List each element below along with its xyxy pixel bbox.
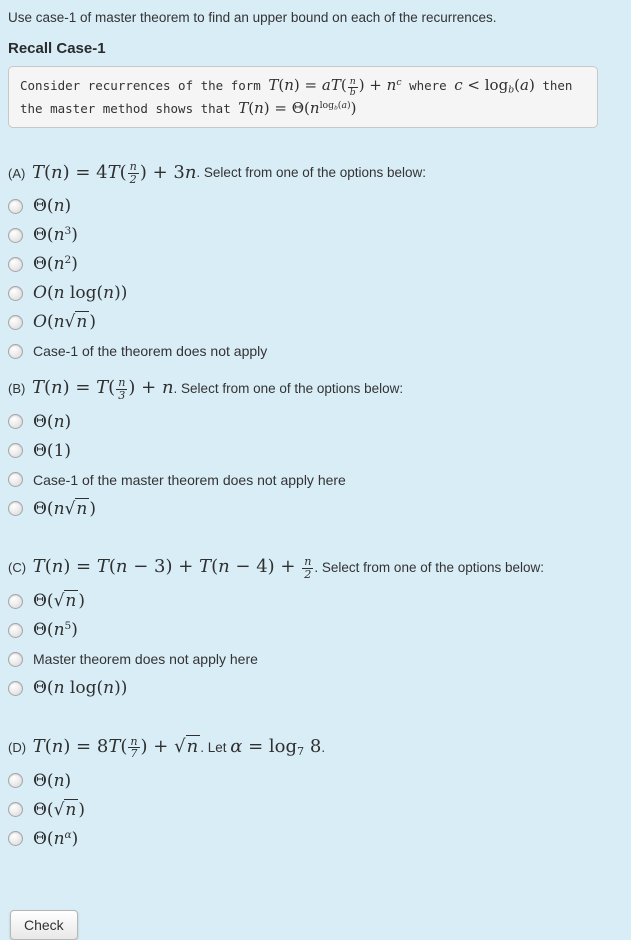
- radio-button[interactable]: [8, 802, 23, 817]
- answer-option[interactable]: [8, 250, 623, 279]
- math-expression: $c < \log_b(a)$: [454, 76, 535, 96]
- question-heading: [8, 377, 623, 401]
- fraction: $\frac{n}{b}$: [349, 75, 356, 98]
- fraction: $\frac{n}{7}$: [130, 734, 138, 761]
- answer-option[interactable]: [8, 587, 623, 616]
- answer-option[interactable]: [8, 279, 623, 308]
- radio-button[interactable]: [8, 623, 23, 638]
- answer-option[interactable]: [8, 436, 623, 465]
- option-text: Case-1 of the master theorem does not apply here: [33, 471, 346, 488]
- fraction: $\frac{n}{3}$: [118, 375, 126, 402]
- radio-button[interactable]: [8, 594, 23, 609]
- radio-button[interactable]: [8, 286, 23, 301]
- fraction: $\frac{n}{2}$: [304, 555, 312, 581]
- question-label: (B): [8, 380, 29, 396]
- math-expression: T(n) = aT( $\frac{n}{b}$ ) + $n^c$: [268, 75, 402, 98]
- question-heading: [8, 556, 623, 580]
- question-math: T(n) = T(n − 3) + T(n − 4) + $\frac{n}{2}$: [32, 555, 312, 581]
- option-math: Θ(n√n ): [33, 498, 96, 519]
- answer-option[interactable]: [8, 465, 623, 494]
- sqrt-expression: √n: [53, 591, 77, 612]
- intro-text: Use case-1 of master theorem to find an upper bound on each of the recurrences.: [8, 10, 497, 25]
- option-math: $\Theta(n^5)$: [33, 620, 78, 641]
- question-math-2: $\alpha = \log_7 8$: [230, 735, 322, 758]
- radio-button[interactable]: [8, 414, 23, 429]
- answer-option[interactable]: [8, 645, 623, 674]
- question-suffix: . Let: [200, 739, 231, 755]
- question-label: (C): [8, 560, 30, 576]
- sqrt-expression: √n: [53, 799, 77, 820]
- question-b: [8, 377, 623, 523]
- option-text: Master theorem does not apply here: [33, 651, 258, 668]
- radio-button[interactable]: [8, 257, 23, 272]
- question-a: [8, 161, 623, 365]
- option-math: Θ(√n ): [33, 591, 86, 612]
- option-math: O(n log(n)): [33, 283, 128, 304]
- option-math: $\Theta(n^2)$: [33, 254, 78, 275]
- question-heading: [8, 161, 623, 185]
- question-label: (A): [8, 165, 29, 181]
- sqrt-expression: √n: [174, 735, 199, 757]
- answer-option[interactable]: [8, 407, 623, 436]
- recall-text-segment: Consider recurrences of the form: [20, 78, 269, 93]
- answer-option[interactable]: [8, 494, 623, 523]
- question-math: T(n) = T( $\frac{n}{3}$ ) + n: [31, 375, 174, 402]
- question-heading: [8, 736, 623, 760]
- sqrt-expression: √n: [64, 498, 88, 519]
- answer-option[interactable]: [8, 192, 623, 221]
- question-suffix-2: .: [321, 739, 326, 755]
- question-d: [8, 736, 623, 853]
- recall-text-segment: then the master method shows that: [20, 78, 573, 117]
- option-math: Θ(√n ): [33, 799, 86, 820]
- radio-button[interactable]: [8, 228, 23, 243]
- recall-text-segment: where: [401, 78, 455, 93]
- radio-button[interactable]: [8, 652, 23, 667]
- radio-button[interactable]: [8, 501, 23, 516]
- option-math: $\Theta(n^3)$: [33, 225, 78, 246]
- option-math: $\Theta(n^\alpha)$: [33, 828, 79, 849]
- math-expression: $T(n) = \Theta(n^{log_b(a)})$: [238, 99, 357, 118]
- option-text: Case-1 of the theorem does not apply: [33, 343, 268, 360]
- radio-button[interactable]: [8, 472, 23, 487]
- option-math: Θ(n): [33, 770, 72, 791]
- check-button[interactable]: Check: [10, 910, 78, 940]
- answer-option[interactable]: [8, 795, 623, 824]
- question-suffix: . Select from one of the options below:: [314, 560, 545, 576]
- fraction: $\frac{n}{2}$: [129, 160, 137, 187]
- question-label: (D): [8, 739, 30, 755]
- recall-box-text: [20, 75, 573, 118]
- sqrt-expression: √n: [64, 312, 88, 333]
- answer-option[interactable]: [8, 221, 623, 250]
- answer-option[interactable]: [8, 337, 623, 366]
- option-math: Θ(1): [33, 440, 72, 461]
- question-suffix: . Select from one of the options below:: [173, 380, 404, 396]
- answer-option[interactable]: [8, 824, 623, 853]
- option-math: Θ(n): [33, 411, 72, 432]
- question-math: T(n) = 8T( $\frac{n}{7}$ ) + √n: [32, 734, 199, 761]
- answer-option[interactable]: [8, 616, 623, 645]
- questions-list: [8, 161, 623, 853]
- recall-heading: Recall Case-1: [8, 40, 106, 57]
- question-suffix: . Select from one of the options below:: [196, 165, 427, 181]
- option-math: Θ(n): [33, 196, 72, 217]
- radio-button[interactable]: [8, 199, 23, 214]
- answer-option[interactable]: [8, 766, 623, 795]
- option-math: Θ(n log(n)): [33, 678, 128, 699]
- answer-option[interactable]: [8, 308, 623, 337]
- question-math: T(n) = 4T( $\frac{n}{2}$ ) + 3n: [31, 160, 197, 187]
- radio-button[interactable]: [8, 681, 23, 696]
- recall-case1-box: [8, 66, 598, 128]
- answer-option[interactable]: [8, 674, 623, 703]
- radio-button[interactable]: [8, 443, 23, 458]
- option-math: O(n√n ): [33, 312, 96, 333]
- radio-button[interactable]: [8, 315, 23, 330]
- question-c: [8, 556, 623, 702]
- radio-button[interactable]: [8, 831, 23, 846]
- radio-button[interactable]: [8, 773, 23, 788]
- radio-button[interactable]: [8, 344, 23, 359]
